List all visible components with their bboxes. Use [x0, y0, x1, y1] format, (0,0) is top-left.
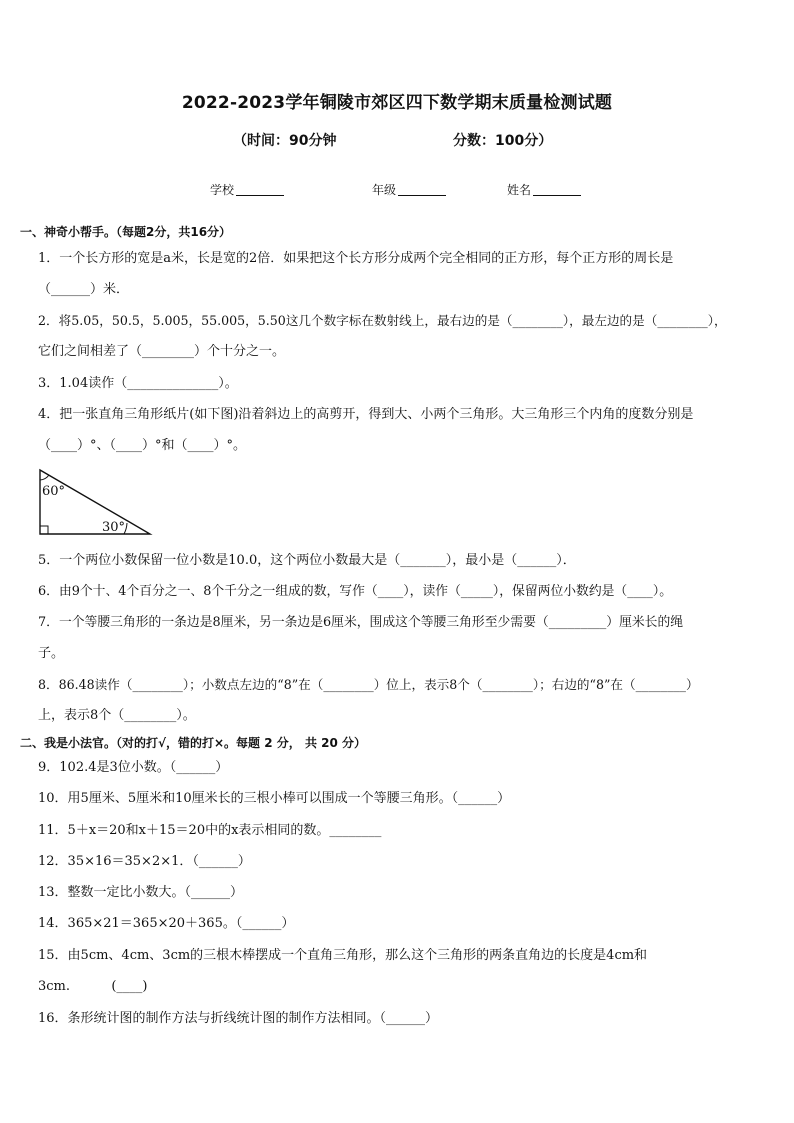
question-11: 11．5＋x＝20和x＋15＝20中的x表示相同的数。________ — [38, 823, 382, 838]
question-12: 12．35×16＝35×2×1．（______） — [38, 854, 251, 869]
name-blank — [533, 183, 581, 196]
question-5: 5．一个两位小数保留一位小数是10.0，这个两位小数最大是（_______），最小是（______）． — [38, 553, 576, 568]
name-label: 姓名 — [507, 183, 532, 197]
section-1-heading: 一、神奇小帮手。（每题2分，共16分） — [20, 225, 232, 239]
angle-60-label: 60° — [42, 484, 66, 499]
question-4-line-1: 4．把一张直角三角形纸片(如下图)沿着斜边上的高剪开，得到大、小两个三角形。大三角形三个内角的度数分别是 — [38, 407, 694, 422]
question-3: 3．1.04读作（______________）。 — [38, 376, 238, 391]
question-13: 13．整数一定比小数大。（______） — [38, 885, 244, 900]
triangle-outline — [40, 470, 150, 534]
question-16: 16．条形统计图的制作方法与折线统计图的制作方法相同。（______） — [38, 1011, 439, 1026]
school-field — [210, 181, 284, 198]
grade-field — [372, 181, 446, 198]
angle-30-label: 30° — [102, 520, 126, 535]
right-angle-marker — [40, 526, 48, 534]
question-1-line-2: （______）米． — [38, 282, 130, 297]
question-15-line-1: 15．由5cm、4cm、3cm的三根木棒摆成一个直角三角形，那么这个三角形的两条直角边的长度是4cm和 — [38, 948, 648, 963]
name-field — [507, 181, 581, 198]
score-label: 分数：100分） — [453, 133, 553, 149]
question-8-line-2: 上，表示8个（________）。 — [38, 708, 196, 723]
question-2-line-2: 它们之间相差了（________）个十分之一。 — [38, 344, 286, 359]
question-15-line-2: 3cm. (____) — [38, 979, 148, 994]
section-2-heading: 二、我是小法官。（对的打√，错的打×。每题 2 分， 共 20 分） — [20, 736, 366, 750]
question-6: 6．由9个十、4个百分之一、8个千分之一组成的数，写作（____），读作（_____），保留两位小数约是（____）。 — [38, 584, 673, 599]
school-label: 学校 — [210, 183, 235, 197]
school-blank — [236, 183, 284, 196]
grade-blank — [398, 183, 446, 196]
question-8-line-1: 8．86.48读作（________）；小数点左边的“8”在（________）位上，表示8个（________）；右边的“8”在（________） — [38, 677, 699, 692]
grade-label: 年级 — [372, 183, 397, 197]
question-7-line-1: 7．一个等腰三角形的一条边是8厘米，另一条边是6厘米，围成这个等腰三角形至少需要（_________）厘米长的绳 — [38, 615, 684, 630]
right-triangle-figure — [38, 468, 154, 538]
question-2-line-1: 2．将5.05，50.5，5.005，55.005，5.50这几个数字标在数射线上，最右边的是（________），最左边的是（________）， — [38, 313, 727, 328]
question-4-line-2: （____）°、（____）°和（____）°。 — [38, 438, 247, 453]
time-label: （时间：90分钟 — [233, 133, 337, 149]
question-9: 9．102.4是3位小数。（______） — [38, 760, 229, 775]
question-14: 14．365×21＝365×20＋365。（______） — [38, 916, 295, 931]
question-7-line-2: 子。 — [38, 646, 65, 661]
page-title: 2022-2023学年铜陵市郊区四下数学期末质量检测试题 — [181, 93, 613, 113]
question-10: 10．用5厘米、5厘米和10厘米长的三根小棒可以围成一个等腰三角形。（______） — [38, 791, 511, 806]
top-angle-arc — [40, 475, 49, 480]
question-1-line-1: 1．一个长方形的宽是a米，长是宽的2倍．如果把这个长方形分成两个完全相同的正方形，每个正方形的周长是 — [38, 251, 674, 266]
